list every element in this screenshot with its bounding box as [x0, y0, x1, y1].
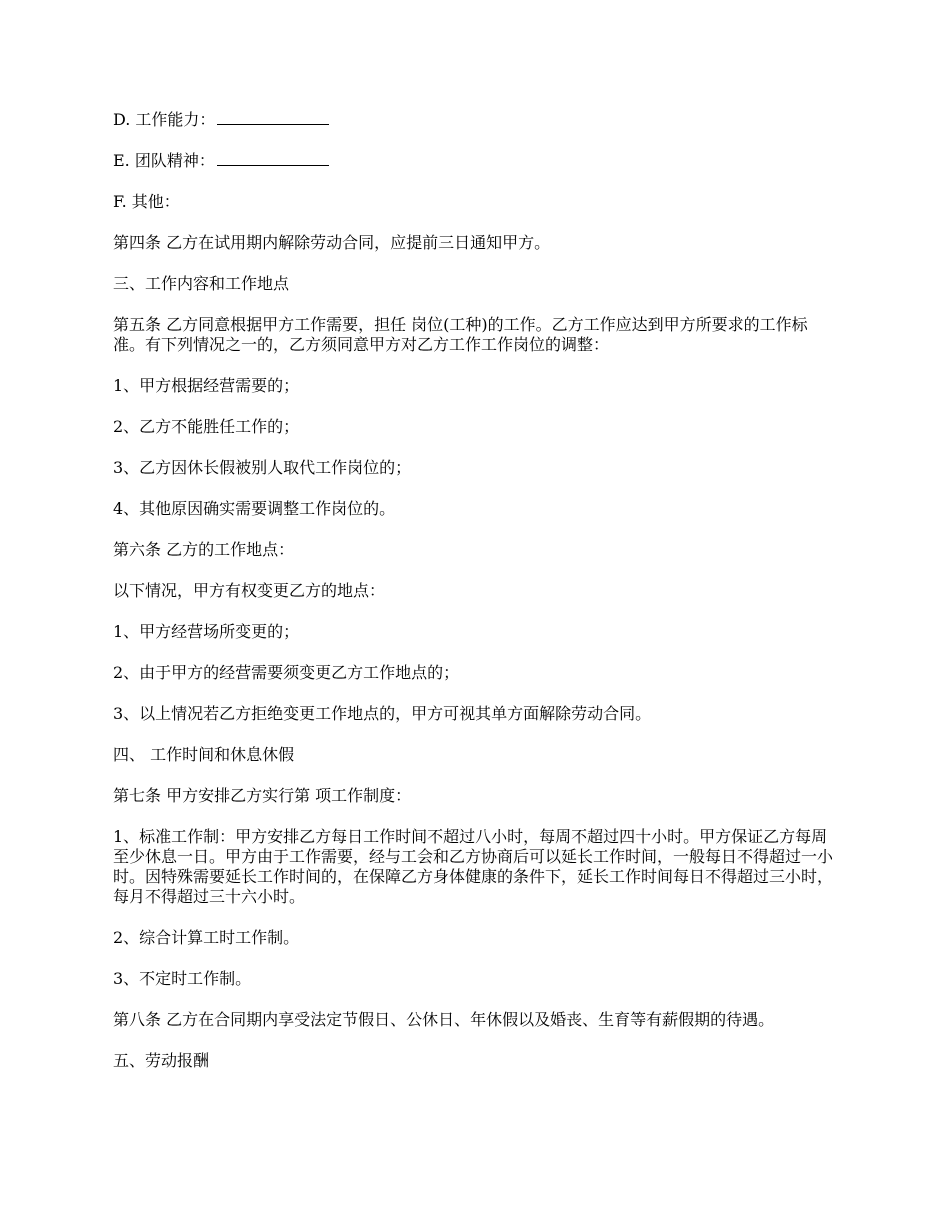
list-item: 1、甲方经营场所变更的； — [113, 622, 300, 641]
list-item: 2、综合计算工时工作制。 — [113, 928, 300, 947]
list-item: 2、由于甲方的经营需要须变更乙方工作地点的； — [113, 663, 460, 682]
list-item: 2、乙方不能胜任工作的； — [113, 417, 300, 436]
paragraph-e-team — [113, 151, 833, 171]
document-page — [113, 110, 833, 1092]
fill-in-blank-line — [217, 151, 329, 166]
section-heading-4: 四、 工作时间和休息休假 — [113, 745, 295, 764]
paragraph-text: D. 工作能力： — [113, 110, 216, 129]
paragraph-d-ability — [113, 110, 833, 130]
article-4: 第四条 乙方在试用期内解除劳动合同，应提前三日通知甲方。 — [113, 233, 551, 252]
article-8: 第八条 乙方在合同期内享受法定节假日、公休日、年休假以及婚丧、生育等有薪假期的待遇。 — [113, 1010, 775, 1029]
article-6: 第六条 乙方的工作地点： — [113, 540, 295, 559]
list-item: 3、以上情况若乙方拒绝变更工作地点的，甲方可视其单方面解除劳动合同。 — [113, 704, 652, 723]
section-heading-3: 三、工作内容和工作地点 — [113, 274, 290, 293]
paragraph-text: E. 团队精神： — [113, 151, 215, 170]
section-heading-5: 五、劳动报酬 — [113, 1051, 210, 1070]
paragraph-f-other: F. 其他： — [113, 192, 180, 211]
fill-in-blank-line — [217, 110, 329, 125]
list-item: 3、不定时工作制。 — [113, 969, 252, 988]
list-item: 1、标准工作制：甲方安排乙方每日工作时间不超过八小时，每周不超过四十小时。甲方保证乙方每周至少休息一日。甲方由于工作需要，经与工会和乙方协商后可以延长工作时间，一般每日不得超过一小时。因特殊需要延长工作时间的，在保障乙方身体健康的条件下，延长工作时间每日不得超过三小时，每月不得超过三十六小时。 — [113, 827, 834, 906]
article-5: 第五条 乙方同意根据甲方工作需要，担任 岗位(工种)的工作。乙方工作应达到甲方所要求的工作标准。有下列情况之一的，乙方须同意甲方对乙方工作工作岗位的调整： — [113, 315, 808, 354]
list-item: 4、其他原因确实需要调整工作岗位的。 — [113, 499, 396, 518]
list-item: 3、乙方因休长假被别人取代工作岗位的； — [113, 458, 412, 477]
article-6-intro: 以下情况，甲方有权变更乙方的地点： — [113, 581, 386, 600]
list-item: 1、甲方根据经营需要的； — [113, 376, 300, 395]
article-7: 第七条 甲方安排乙方实行第 项工作制度： — [113, 786, 412, 805]
